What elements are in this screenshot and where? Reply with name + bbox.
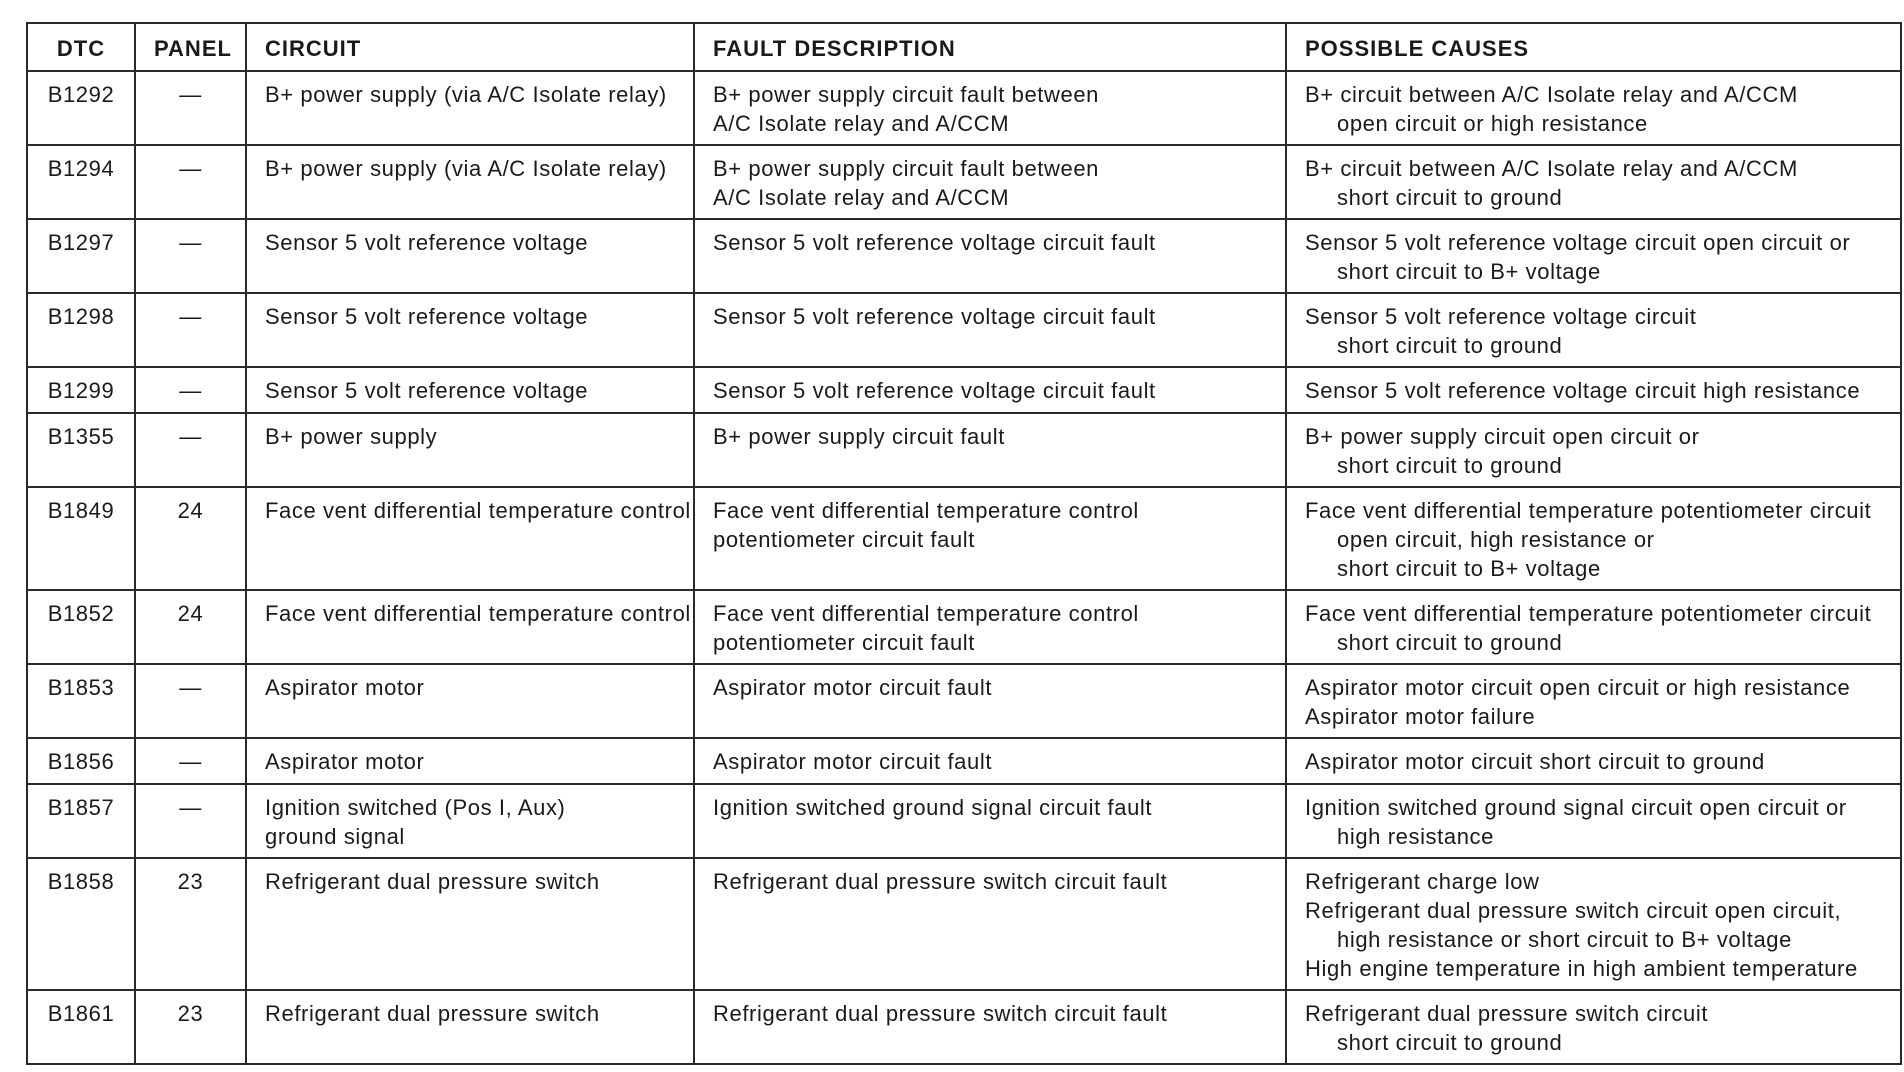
cause-line: Sensor 5 volt reference voltage circuit (1305, 304, 1697, 329)
fault-line: Ignition switched ground signal circuit fault (713, 795, 1153, 820)
header-circuit: CIRCUIT (246, 23, 694, 71)
fault-line: Aspirator motor circuit fault (713, 749, 993, 774)
fault-line: B+ power supply circuit fault (713, 424, 1005, 449)
dtc-code-cell: B1857 (27, 784, 135, 858)
panel-cell: 23 (135, 990, 246, 1064)
dtc-code-cell: B1355 (27, 413, 135, 487)
cause-line: short circuit to B+ voltage (1337, 556, 1601, 581)
fault-line: B+ power supply circuit fault between (713, 156, 1100, 181)
cause-line: Aspirator motor failure (1305, 704, 1536, 729)
circuit-cell (246, 219, 694, 293)
cause-line: short circuit to B+ voltage (1337, 259, 1601, 284)
table-row (27, 487, 1901, 590)
circuit-line: Ignition switched (Pos I, Aux) (265, 795, 566, 820)
possible-causes-cell (1286, 145, 1901, 219)
circuit-cell (246, 590, 694, 664)
fault-description-cell (694, 413, 1286, 487)
possible-causes-cell (1286, 367, 1901, 413)
fault-line: Sensor 5 volt reference voltage circuit fault (713, 230, 1156, 255)
cause-line: Refrigerant dual pressure switch circuit (1305, 1001, 1709, 1026)
header-panel: PANEL (135, 23, 246, 71)
cause-line: short circuit to ground (1337, 333, 1563, 358)
panel-cell: 24 (135, 590, 246, 664)
panel-cell: — (135, 145, 246, 219)
table-row (27, 738, 1901, 784)
panel-cell: — (135, 784, 246, 858)
dtc-code-cell: B1849 (27, 487, 135, 590)
circuit-line: Sensor 5 volt reference voltage (265, 304, 589, 329)
cause-line: Sensor 5 volt reference voltage circuit high resistance (1305, 378, 1861, 403)
circuit-cell (246, 367, 694, 413)
cause-line: Refrigerant charge low (1305, 869, 1540, 894)
fault-line: potentiometer circuit fault (713, 630, 975, 655)
table-row (27, 145, 1901, 219)
circuit-cell (246, 487, 694, 590)
table-row (27, 858, 1901, 990)
fault-description-cell (694, 858, 1286, 990)
dtc-code-cell: B1858 (27, 858, 135, 990)
fault-description-cell (694, 738, 1286, 784)
table-row (27, 590, 1901, 664)
fault-line: A/C Isolate relay and A/CCM (713, 185, 1010, 210)
cause-line: high resistance (1337, 824, 1494, 849)
cause-line: short circuit to ground (1337, 453, 1563, 478)
panel-cell: — (135, 738, 246, 784)
cause-line: open circuit or high resistance (1337, 111, 1648, 136)
cause-line: Sensor 5 volt reference voltage circuit open circuit or (1305, 230, 1851, 255)
table-row (27, 219, 1901, 293)
cause-line: high resistance or short circuit to B+ voltage (1337, 927, 1792, 952)
fault-description-cell (694, 293, 1286, 367)
cause-line: High engine temperature in high ambient temperature (1305, 956, 1858, 981)
dtc-code-cell: B1861 (27, 990, 135, 1064)
circuit-line: Aspirator motor (265, 749, 425, 774)
dtc-code-cell: B1853 (27, 664, 135, 738)
fault-line: Refrigerant dual pressure switch circuit fault (713, 1001, 1168, 1026)
dtc-code-cell: B1292 (27, 71, 135, 145)
circuit-line: Sensor 5 volt reference voltage (265, 378, 589, 403)
cause-line: Aspirator motor circuit open circuit or high resistance (1305, 675, 1851, 700)
cause-line: Aspirator motor circuit short circuit to ground (1305, 749, 1765, 774)
fault-description-cell (694, 71, 1286, 145)
panel-cell: — (135, 293, 246, 367)
circuit-cell (246, 784, 694, 858)
possible-causes-cell (1286, 990, 1901, 1064)
possible-causes-cell (1286, 590, 1901, 664)
header-row (27, 23, 1901, 71)
table-row (27, 413, 1901, 487)
fault-line: B+ power supply circuit fault between (713, 82, 1100, 107)
possible-causes-cell (1286, 664, 1901, 738)
circuit-line: B+ power supply (via A/C Isolate relay) (265, 82, 667, 107)
possible-causes-cell (1286, 219, 1901, 293)
fault-line: A/C Isolate relay and A/CCM (713, 111, 1010, 136)
table-row (27, 990, 1901, 1064)
possible-causes-cell (1286, 413, 1901, 487)
fault-description-cell (694, 784, 1286, 858)
cause-line: B+ circuit between A/C Isolate relay and A/CCM (1305, 82, 1798, 107)
fault-line: Face vent differential temperature control (713, 498, 1139, 523)
panel-cell: 24 (135, 487, 246, 590)
circuit-line: Face vent differential temperature control (265, 601, 691, 626)
circuit-cell (246, 413, 694, 487)
circuit-line: Aspirator motor (265, 675, 425, 700)
circuit-line: B+ power supply (265, 424, 438, 449)
possible-causes-cell (1286, 293, 1901, 367)
panel-cell: — (135, 219, 246, 293)
header-dtc: DTC (27, 23, 135, 71)
header-possible-causes: POSSIBLE CAUSES (1286, 23, 1901, 71)
circuit-cell (246, 990, 694, 1064)
fault-description-cell (694, 487, 1286, 590)
cause-line: open circuit, high resistance or (1337, 527, 1655, 552)
cause-line: Refrigerant dual pressure switch circuit open circuit, (1305, 898, 1842, 923)
circuit-line: ground signal (265, 824, 405, 849)
cause-line: short circuit to ground (1337, 185, 1563, 210)
panel-cell: — (135, 664, 246, 738)
fault-description-cell (694, 590, 1286, 664)
possible-causes-cell (1286, 71, 1901, 145)
cause-line: Face vent differential temperature potentiometer circuit (1305, 601, 1872, 626)
possible-causes-cell (1286, 738, 1901, 784)
cause-line: short circuit to ground (1337, 630, 1563, 655)
fault-line: Face vent differential temperature control (713, 601, 1139, 626)
panel-cell: 23 (135, 858, 246, 990)
circuit-cell (246, 71, 694, 145)
table-row (27, 71, 1901, 145)
header-fault-description: FAULT DESCRIPTION (694, 23, 1286, 71)
fault-description-cell (694, 145, 1286, 219)
dtc-code-cell: B1297 (27, 219, 135, 293)
circuit-cell (246, 858, 694, 990)
table-row (27, 784, 1901, 858)
fault-line: Aspirator motor circuit fault (713, 675, 993, 700)
table-row (27, 664, 1901, 738)
circuit-line: Refrigerant dual pressure switch (265, 1001, 600, 1026)
dtc-code-cell: B1852 (27, 590, 135, 664)
circuit-cell (246, 293, 694, 367)
circuit-line: Refrigerant dual pressure switch (265, 869, 600, 894)
dtc-code-cell: B1298 (27, 293, 135, 367)
fault-line: Sensor 5 volt reference voltage circuit fault (713, 378, 1156, 403)
circuit-cell (246, 738, 694, 784)
dtc-code-cell: B1299 (27, 367, 135, 413)
fault-description-cell (694, 367, 1286, 413)
fault-line: Sensor 5 volt reference voltage circuit fault (713, 304, 1156, 329)
table-body (27, 71, 1901, 1064)
fault-description-cell (694, 219, 1286, 293)
cause-line: short circuit to ground (1337, 1030, 1563, 1055)
table-row (27, 367, 1901, 413)
fault-line: potentiometer circuit fault (713, 527, 975, 552)
panel-cell: — (135, 413, 246, 487)
cause-line: B+ circuit between A/C Isolate relay and A/CCM (1305, 156, 1798, 181)
cause-line: Face vent differential temperature potentiometer circuit (1305, 498, 1872, 523)
panel-cell: — (135, 71, 246, 145)
possible-causes-cell (1286, 784, 1901, 858)
cause-line: B+ power supply circuit open circuit or (1305, 424, 1700, 449)
circuit-cell (246, 664, 694, 738)
table-row (27, 293, 1901, 367)
cause-line: Ignition switched ground signal circuit open circuit or (1305, 795, 1847, 820)
circuit-line: B+ power supply (via A/C Isolate relay) (265, 156, 667, 181)
circuit-line: Sensor 5 volt reference voltage (265, 230, 589, 255)
panel-cell: — (135, 367, 246, 413)
dtc-code-cell: B1856 (27, 738, 135, 784)
dtc-table (26, 22, 1902, 1065)
fault-description-cell (694, 664, 1286, 738)
possible-causes-cell (1286, 487, 1901, 590)
circuit-line: Face vent differential temperature control (265, 498, 691, 523)
dtc-code-cell: B1294 (27, 145, 135, 219)
fault-description-cell (694, 990, 1286, 1064)
possible-causes-cell (1286, 858, 1901, 990)
circuit-cell (246, 145, 694, 219)
fault-line: Refrigerant dual pressure switch circuit fault (713, 869, 1168, 894)
